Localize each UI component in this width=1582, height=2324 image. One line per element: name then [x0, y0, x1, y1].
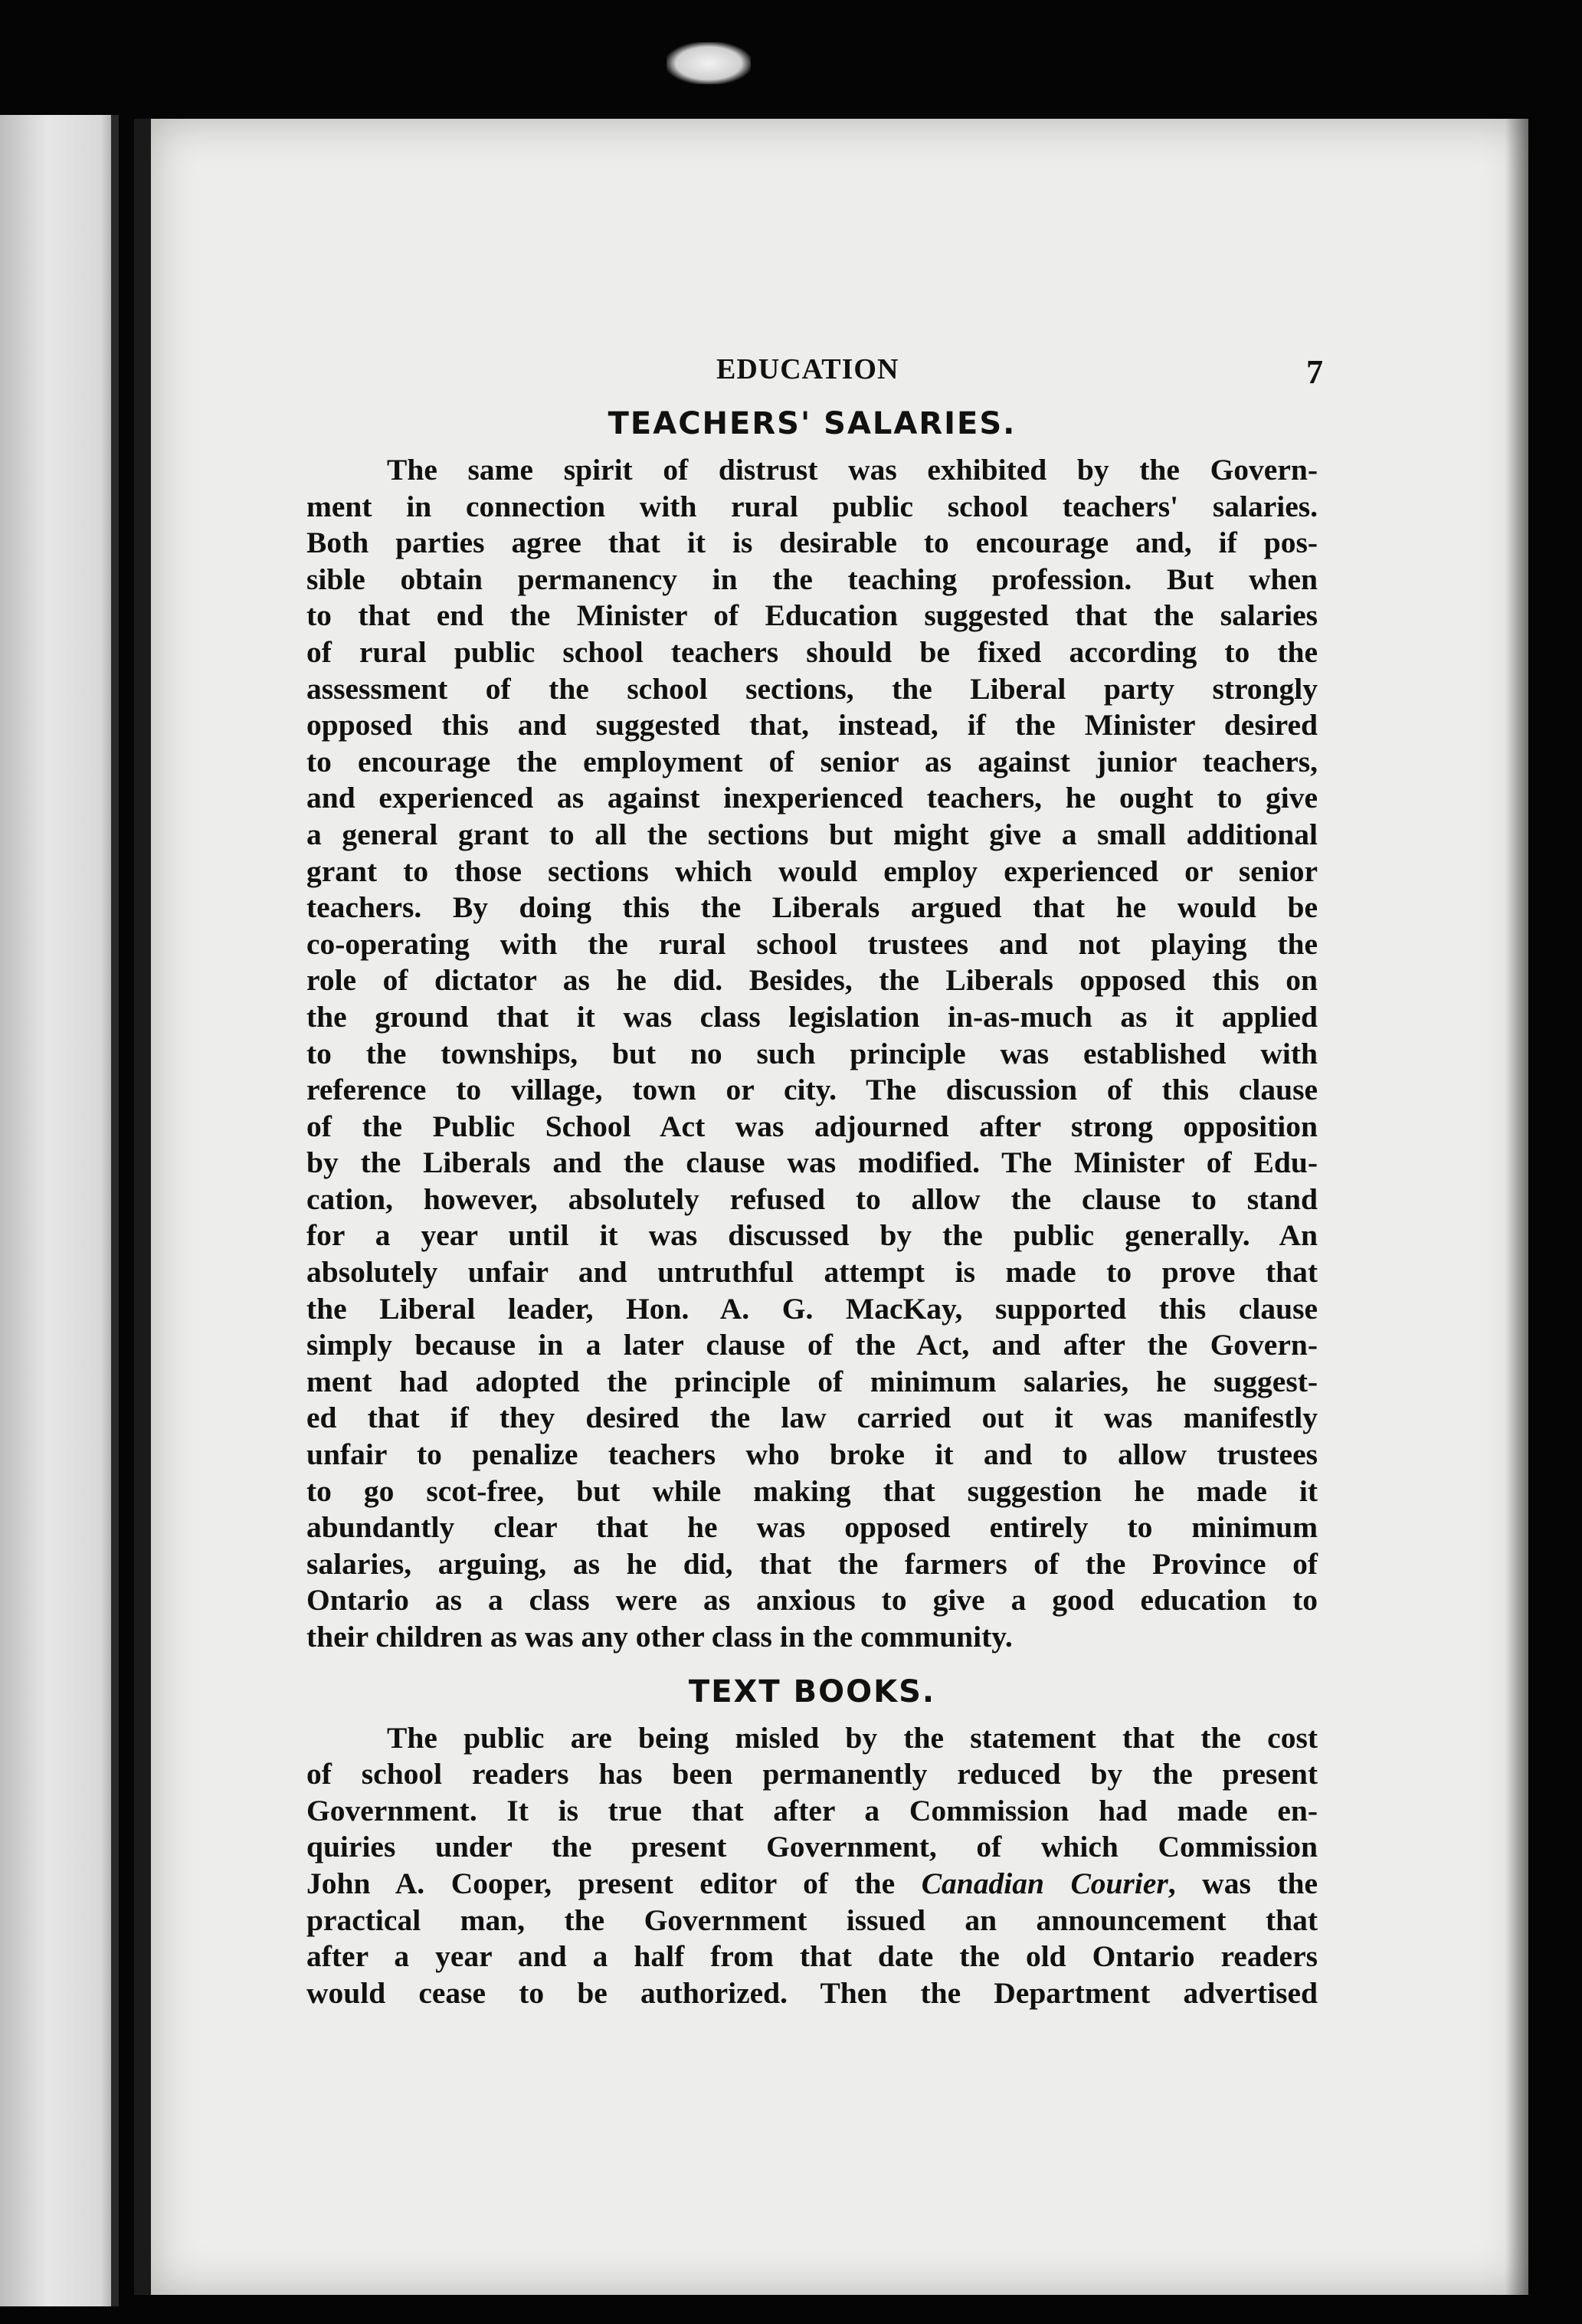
text-line: a general grant to all the sections but might give a small additional: [306, 817, 1318, 851]
text-line: reference to village, town or city. The discussion of this clause: [306, 1073, 1318, 1107]
text-line: Ontario as a class were as anxious to give a good education to: [306, 1583, 1318, 1618]
text-line: abundantly clear that he was opposed entirely to minimum: [306, 1510, 1318, 1545]
text-line: to that end the Minister of Education suggested that the salaries: [306, 598, 1318, 633]
text-line: role of dictator as he did. Besides, the Liberals opposed this on: [306, 963, 1318, 998]
text-line: Both parties agree that it is desirable to encourage and, if pos-: [306, 526, 1318, 560]
text-line: of school readers has been permanently reduced by the present: [306, 1757, 1318, 1791]
text-line: opposed this and suggested that, instead, if the Minister desired: [306, 708, 1318, 742]
running-head-title: EDUCATION: [716, 353, 899, 385]
text-line: John A. Cooper, present editor of the Canadian Courier, was the: [306, 1866, 1318, 1900]
text-line: absolutely unfair and untruthful attempt is made to prove that: [306, 1255, 1318, 1290]
page-text: [306, 345, 1324, 2011]
text-line: simply because in a later clause of the Act, and after the Govern-: [306, 1328, 1318, 1362]
paragraph-text-books: [306, 1720, 1318, 2012]
text-line: would cease to be authorized. Then the Department advertised: [306, 1975, 1318, 2010]
text-line: Government. It is true that after a Commission had made en-: [306, 1793, 1318, 1827]
text-line: of the Public School Act was adjourned after strong opposition: [306, 1109, 1318, 1143]
text-line: their children as was any other class in the community.: [306, 1620, 1013, 1654]
page-number: 7: [1306, 353, 1324, 391]
text-line: practical man, the Government issued an announcement that: [306, 1903, 1318, 1937]
text-line: co-operating with the rural school trustees and not playing the: [306, 926, 1318, 961]
text-line: The same spirit of distrust was exhibited by the Govern-: [387, 453, 1318, 487]
text-line: assessment of the school sections, the Liberal party strongly: [306, 671, 1318, 706]
text-line: to encourage the employment of senior as against junior teachers,: [306, 744, 1318, 778]
text-line: ment had adopted the principle of minimum salaries, he suggest-: [306, 1364, 1318, 1398]
paragraph-teachers-salaries: [306, 452, 1318, 1656]
text-line: for a year until it was discussed by the public generally. An: [306, 1218, 1318, 1253]
section-heading-text-books: TEXT BOOKS.: [688, 1673, 936, 1709]
text-line: quiries under the present Government, of which Commission: [306, 1830, 1318, 1864]
text-line: by the Liberals and the clause was modified. The Minister of Edu-: [306, 1146, 1318, 1180]
text-line: The public are being misled by the statement that the cost: [387, 1720, 1318, 1755]
text-line: of rural public school teachers should be fixed according to the: [306, 634, 1318, 669]
text-line: to the townships, but no such principle was established with: [306, 1036, 1318, 1070]
text-line: cation, however, absolutely refused to allow the clause to stand: [306, 1182, 1318, 1216]
text-line: the ground that it was class legislation in-as-much as it applied: [306, 999, 1318, 1034]
text-line: ed that if they desired the law carried out it was manifestly: [306, 1401, 1318, 1435]
text-line: the Liberal leader, Hon. A. G. MacKay, supported this clause: [306, 1291, 1318, 1326]
facing-page-edge: [0, 115, 119, 2306]
text-line: sible obtain permanency in the teaching profession. But when: [306, 562, 1318, 596]
text-line: teachers. By doing this the Liberals argued that he would be: [306, 890, 1318, 925]
text-line: ment in connection with rural public school teachers' salaries.: [306, 489, 1318, 523]
text-line: unfair to penalize teachers who broke it and to allow trustees: [306, 1437, 1318, 1472]
text-line: to go scot-free, but while making that suggestion he made it: [306, 1473, 1318, 1508]
text-line: salaries, arguing, as he did, that the farmers of the Province of: [306, 1546, 1318, 1581]
text-line: after a year and a half from that date the old Ontario readers: [306, 1939, 1318, 1974]
text-line: grant to those sections which would employ experienced or senior: [306, 854, 1318, 888]
section-heading-teachers-salaries: TEACHERS' SALARIES.: [608, 406, 1017, 441]
text-line: and experienced as against inexperienced teachers, he ought to give: [306, 781, 1318, 815]
running-head: [306, 345, 1324, 391]
top-edge-mark: [667, 42, 751, 84]
